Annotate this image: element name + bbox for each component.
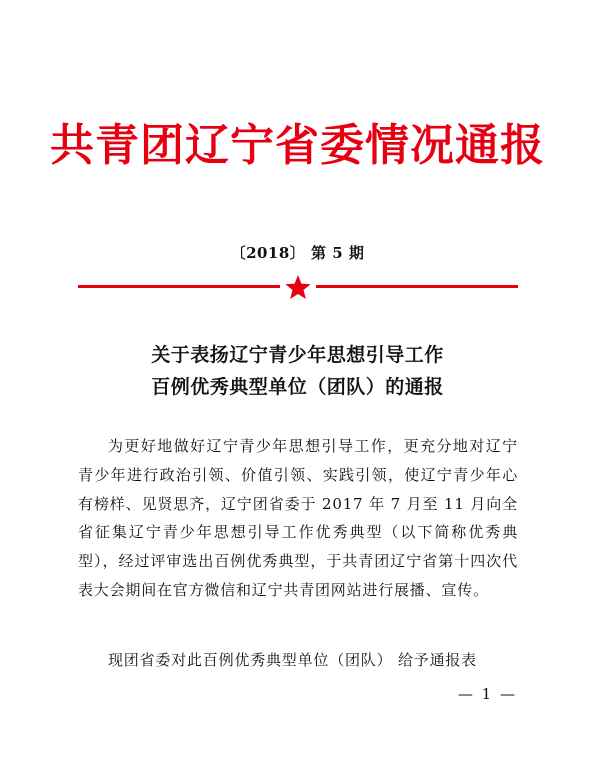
paragraph-text: 为更好地做好辽宁青少年思想引导工作，更充分地对辽宁青少年进行政治引领、价值引领、实践引领，使辽宁青少年心有榜样、见贤思齐，辽宁团省委于 2017 年 7 月至 11 月向全省征集辽宁青少年思想引导工作优秀典型（以下简称优秀典型），经过评审选出百例优秀典型，于共青团辽宁省第十四次代表大会期间在官方微信和辽宁共青团网站进行展播、宣传。 [78, 437, 518, 599]
divider-line-right [316, 285, 518, 288]
divider-line-left [78, 285, 280, 288]
document-title-line-1: 关于表扬辽宁青少年思想引导工作 [151, 344, 444, 366]
star-icon [283, 274, 313, 300]
body-paragraph-2 [78, 646, 518, 675]
paragraph-text: 现团省委对此百例优秀典型单位（团队） 给予通报表 [108, 651, 477, 669]
document-title-line-2: 百例优秀典型单位（团队）的通报 [151, 376, 444, 398]
red-divider [78, 274, 518, 300]
body-paragraph-1 [78, 432, 518, 605]
masthead-title: 共青团辽宁省委情况通报 [50, 120, 545, 171]
page-number: — 1 — [457, 685, 517, 703]
issue-number: 〔2018〕 第 5 期 [230, 244, 365, 262]
